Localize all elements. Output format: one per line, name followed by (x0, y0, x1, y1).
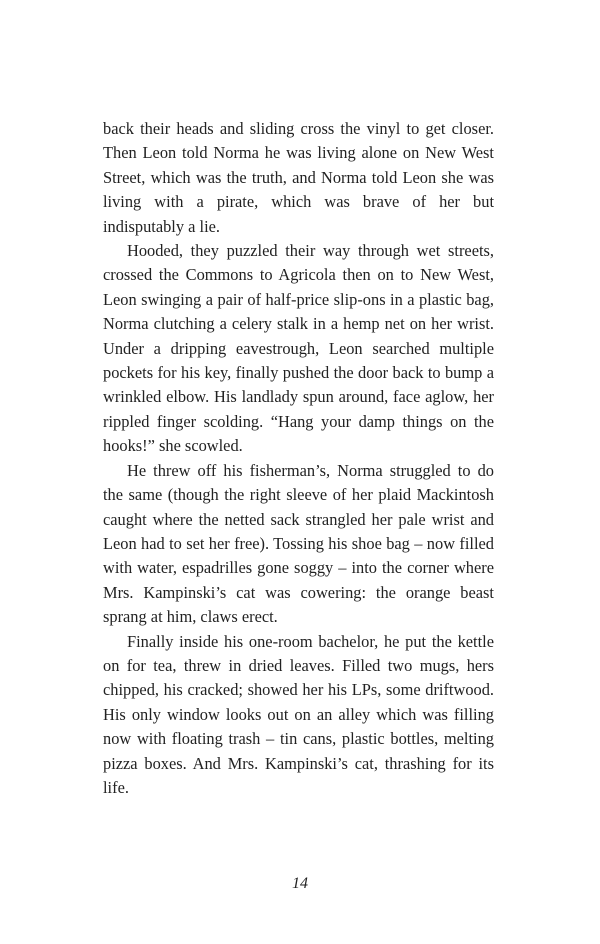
paragraph-bachelor: Finally inside his one-room bachelor, he put the kettle on for tea, threw in dried leaves. Filled two mugs, hers chipped, his cracked; showed her his LPs, some driftwood. His only window looks out on an alley which was filling now with floating trash – tin cans, plastic bottles, melting pizza boxes. And Mrs. Kampinski’s cat, thrashing for its life. (103, 631, 494, 797)
paragraph-hooded: Hooded, they puzzled their way through wet streets, crossed the Commons to Agricola then on to New West, Leon swinging a pair of half-price slip-ons in a plastic bag, Norma clutching a celery stalk in a hemp net on her wrist. Under a dripping eavestrough, Leon searched multiple pockets for his key, finally pushed the door back to bump a wrinkled elbow. His landlady spun around, face aglow, her rippled finger scolding. “Hang your damp things on the hooks!” she scowled. (103, 241, 494, 456)
paragraph-fishermans: He threw off his fisherman’s, Norma struggled to do the same (though the right sleeve of her plaid Mackintosh caught where the netted sack strangled her pale wrist and Leon had to set her free). Tossing his shoe bag – now filled with water, espadrilles gone soggy – into the corner where Mrs. Kampinski’s cat was cowering: the orange beast sprang at him, claws erect. (103, 460, 494, 627)
paragraph-continuation: back their heads and sliding cross the vinyl to get closer. Then Leon told Norma he was living alone on New West Street, which was the truth, and Norma told Leon she was living with a pirate, which was brave of her but indisputably a lie. (103, 119, 494, 236)
page-number: 14 (292, 875, 308, 892)
body-text (103, 117, 494, 800)
